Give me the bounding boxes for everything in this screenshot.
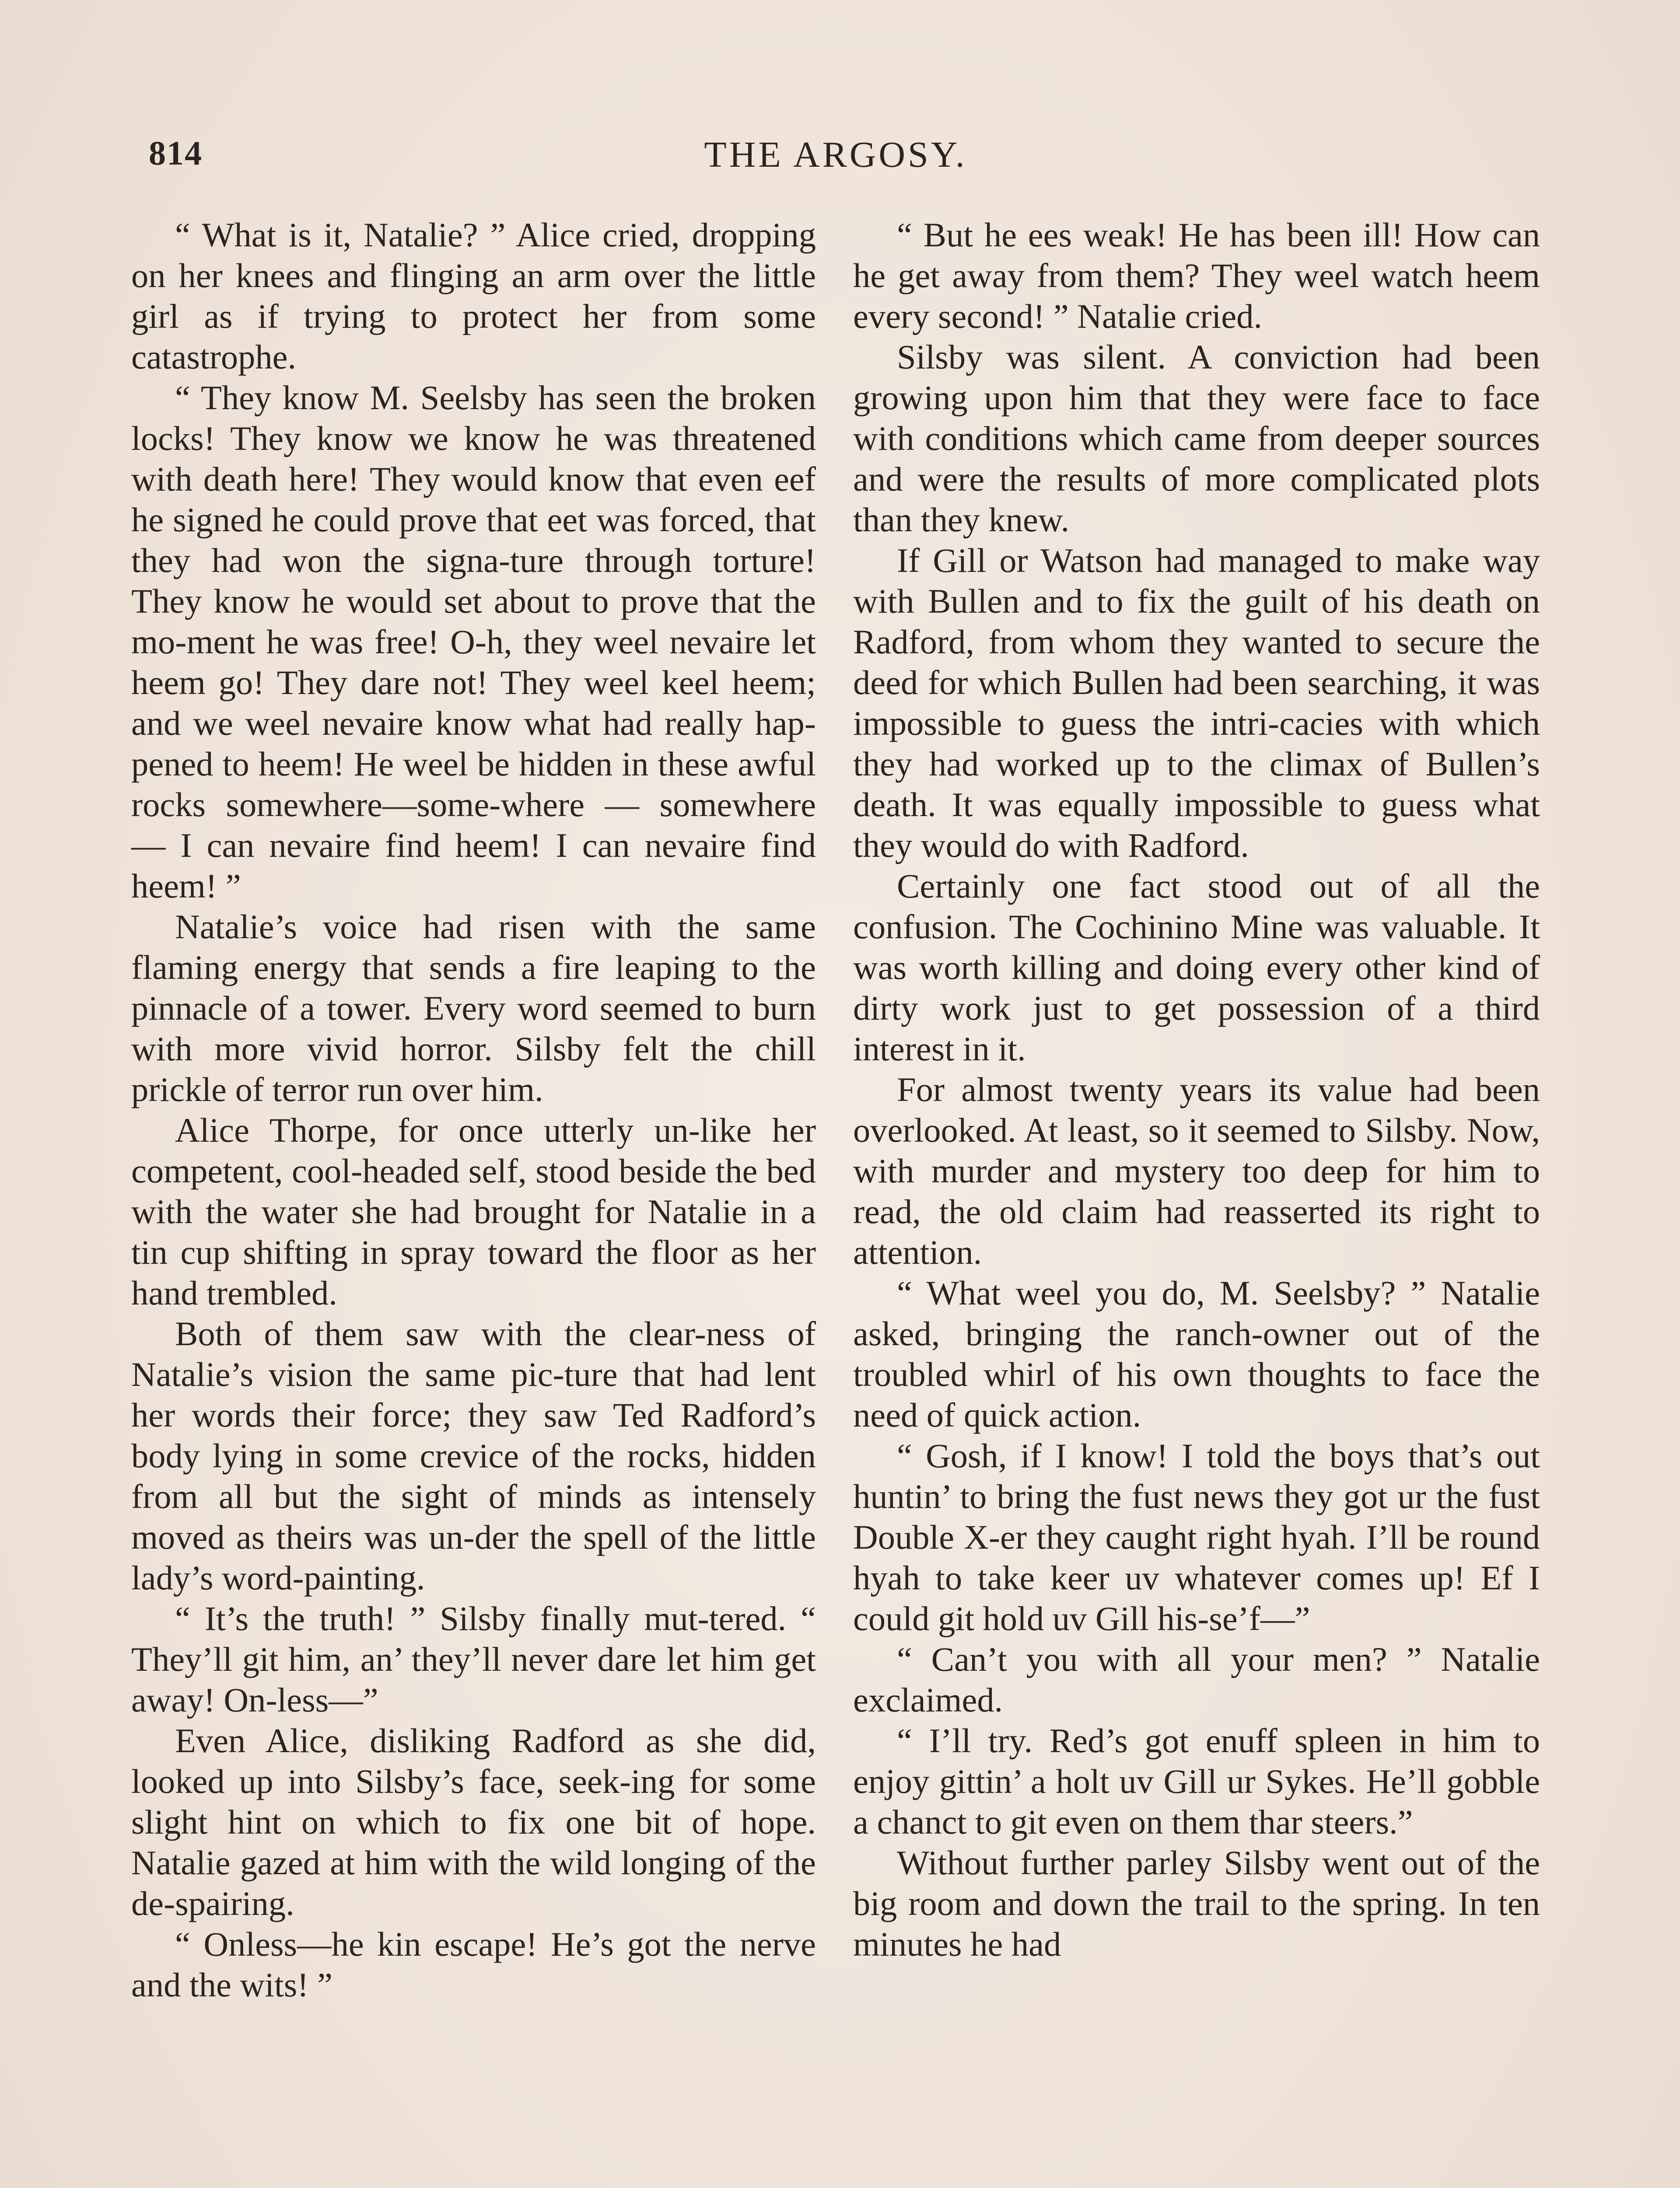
paragraph: Without further parley Silsby went out of the big room and down the trail to the spring. In ten minutes he had <box>853 1844 1540 1963</box>
paragraph: Alice Thorpe, for once utterly un-like her competent, cool-headed self, stood beside the bed with the water she had brought for Natalie in a tin cup shifting in spray toward the floor as her hand trembled. <box>131 1111 816 1312</box>
right-column <box>853 214 1540 2188</box>
paragraph: For almost twenty years its value had been overlooked. At least, so it seemed to Silsby. Now, with murder and mystery too deep for him to read, the old claim had reasserted its right to attention. <box>853 1070 1540 1271</box>
paragraph: “ What is it, Natalie? ” Alice cried, dropping on her knees and flinging an arm over the little girl as if trying to protect her from some catastrophe. <box>131 216 816 376</box>
paragraph: “ But he ees weak! He has been ill! How can he get away from them? They weel watch heem every second! ” Natalie cried. <box>853 216 1540 335</box>
paragraph: Both of them saw with the clear-ness of Natalie’s vision the same pic-ture that had lent her words their force; they saw Ted Radford’s body lying in some crevice of the rocks, hidden from all but the sight of minds as intensely moved as theirs was un-der the spell of the little lady’s word-painting. <box>131 1315 816 1597</box>
paragraph: Silsby was silent. A conviction had been growing upon him that they were face to face with conditions which came from deeper sources and were the results of more complicated plots than they knew. <box>853 338 1540 539</box>
paragraph: If Gill or Watson had managed to make way with Bullen and to fix the guilt of his death on Radford, from whom they wanted to secure the deed for which Bullen had been searching, it was impossible to guess the intri-cacies with which they had worked up to the climax of Bullen’s death. It was equally impossible to guess what they would do with Radford. <box>853 541 1540 864</box>
paragraph: Even Alice, disliking Radford as she did, looked up into Silsby’s face, seek-ing for some slight hint on which to fix one bit of hope. Natalie gazed at him with the wild longing of the de-spairing. <box>131 1722 816 1922</box>
paragraph: “ Can’t you with all your men? ” Natalie exclaimed. <box>853 1640 1540 1719</box>
paragraph: “ I’ll try. Red’s got enuff spleen in him to enjoy gittin’ a holt uv Gill ur Sykes. He’ll gobble a chanct to git even on them thar steers.” <box>853 1722 1540 1841</box>
paragraph: “ What weel you do, M. Seelsby? ” Natalie asked, bringing the ranch-owner out of the troubled whirl of his own thoughts to face the need of quick action. <box>853 1274 1540 1434</box>
running-head: THE ARGOSY. <box>704 134 967 175</box>
paragraph: “ Gosh, if I know! I told the boys that’s out huntin’ to bring the fust news they got ur the fust Double X-er they caught right hyah. I’ll be round hyah to take keer uv whatever comes up! Ef I could git hold uv Gill his-se’f—” <box>853 1437 1540 1637</box>
paragraph: Certainly one fact stood out of all the confusion. The Cochinino Mine was valuable. It was worth killing and doing every other kind of dirty work just to get possession of a third interest in it. <box>853 867 1540 1068</box>
left-column <box>131 214 816 2188</box>
paragraph: “ Onless—he kin escape! He’s got the nerve and the wits! ” <box>131 1925 816 2004</box>
paragraph: “ They know M. Seelsby has seen the broken locks! They know we know he was threatened with death here! They would know that even eef he signed he could prove that eet was forced, that they had won the signa-ture through torture! They know he would set about to prove that the mo-ment he was free! O-h, they weel nevaire let heem go! They dare not! They weel keel heem; and we weel nevaire know what had really hap-pened to heem! He weel be hidden in these awful rocks somewhere—some-where — somewhere — I can nevaire find heem! I can nevaire find heem! ” <box>131 379 816 905</box>
paragraph: Natalie’s voice had risen with the same flaming energy that sends a fire leaping to the pinnacle of a tower. Every word seemed to burn with more vivid horror. Silsby felt the chill prickle of terror run over him. <box>131 908 816 1108</box>
page-header <box>131 133 1540 182</box>
page-number: 814 <box>149 134 203 172</box>
paragraph: “ It’s the truth! ” Silsby finally mut-tered. “ They’ll git him, an’ they’ll never dare let him get away! On-less—” <box>131 1599 816 1719</box>
